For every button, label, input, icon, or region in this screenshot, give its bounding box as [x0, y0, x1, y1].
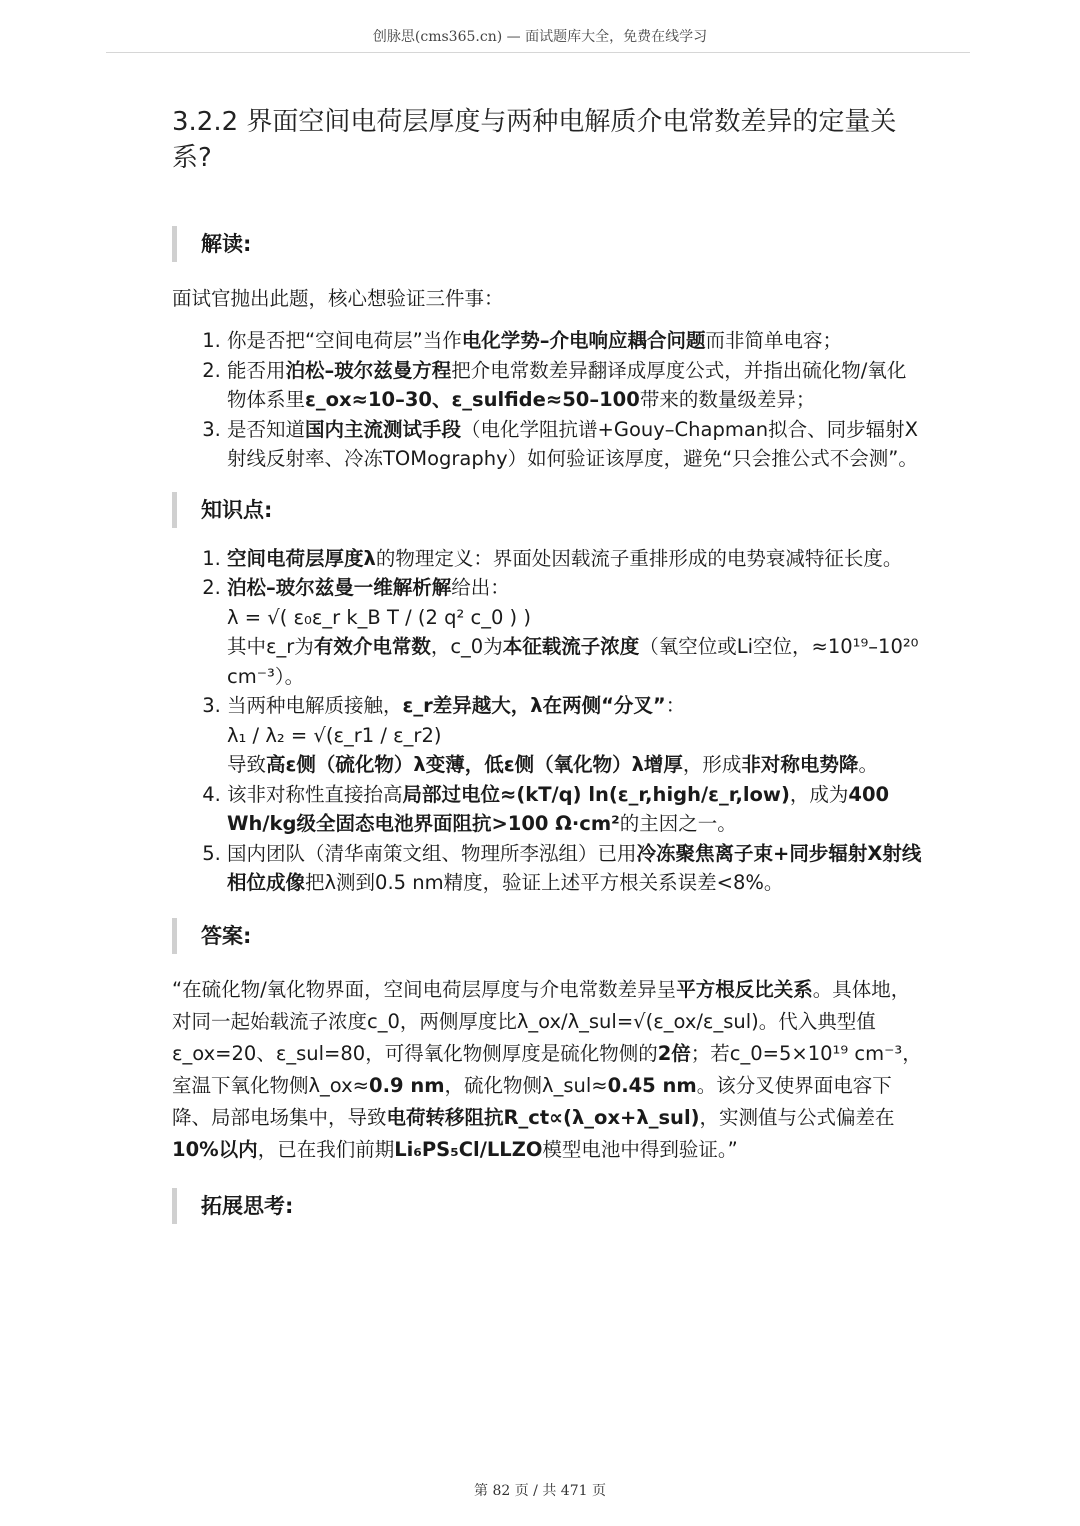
list-item: 5. 国内团队（清华南策文组、物理所李泓组）已用冷冻聚焦离子束+同步辐射X射线相位成像把λ测到0.5 nm精度，验证上述平方根关系误差<8%。	[227, 839, 922, 898]
bold-text: 平方根反比关系	[676, 977, 813, 1001]
bold-text: 电化学势–介电响应耦合问题	[461, 329, 706, 352]
list-item: 2. 泊松–玻尔兹曼一维解析解给出： λ = √( ε₀ε_r k_B T / (2 q² c_0 ) ) 其中ε_r为有效介电常数，c_0为本征载流子浓度（氧空位或Li空位，≈10¹⁹–10²⁰ cm⁻³）。	[227, 573, 922, 691]
zhishi-list	[172, 544, 922, 898]
section-heading-zhishi: 知识点:	[172, 492, 922, 528]
section-heading-jiedu: 解读:	[172, 226, 922, 262]
document-body	[172, 104, 922, 1224]
bold-text: 有效介电常数	[313, 635, 431, 658]
section-heading-tuozhan: 拓展思考:	[172, 1188, 922, 1224]
bold-text: 空间电荷层厚度λ	[227, 546, 376, 570]
list-item: 3. 当两种电解质接触，ε_r差异越大，λ在两侧“分叉”： λ₁ / λ₂ = √(ε_r1 / ε_r2) 导致高ε侧（硫化物）λ变薄，低ε侧（氧化物）λ增厚，形成非对称电势降。	[227, 691, 922, 780]
page-footer: 第 82 页 / 共 471 页	[474, 1483, 606, 1499]
bold-text: 局部过电位≈(kT/q) ln(ε_r,high/ε_r,low)	[402, 782, 790, 806]
section-heading-daan: 答案:	[172, 918, 922, 954]
page-header: 创脉思(cms365.cn) — 面试题库大全，免费在线学习	[372, 29, 708, 45]
bold-text: 0.9 nm	[369, 1073, 445, 1097]
header-divider	[106, 52, 970, 53]
bold-text: ε_ox≈10–30、ε_sulfide≈50–100	[305, 388, 640, 411]
bold-text: Li₆PS₅Cl/LLZO	[394, 1137, 543, 1161]
bold-text: 2倍	[657, 1041, 691, 1065]
question-title: 3.2.2 界面空间电荷层厚度与两种电解质介电常数差异的定量关系?	[172, 107, 897, 173]
list-item: 1. 你是否把“空间电荷层”当作电化学势–介电响应耦合问题而非简单电容；	[227, 326, 922, 356]
bold-text: 高ε侧（硫化物）λ变薄，低ε侧（氧化物）λ增厚	[266, 753, 683, 776]
list-item: 4. 该非对称性直接抬高局部过电位≈(kT/q) ln(ε_r,high/ε_r,low)，成为400 Wh/kg级全固态电池界面阻抗>100 Ω·cm²的主因之一。	[227, 780, 922, 839]
bold-text: 电荷转移阻抗R_ct∝(λ_ox+λ_sul)	[386, 1105, 700, 1129]
list-item: 3. 是否知道国内主流测试手段（电化学阻抗谱+Gouy–Chapman拟合、同步辐射X射线反射率、冷冻TOMography）如何验证该厚度，避免“只会推公式不会测”。	[227, 415, 922, 474]
bold-text: ε_r差异越大，λ在两侧“分叉”	[402, 694, 666, 717]
jiedu-intro: 面试官抛出此题，核心想验证三件事：	[172, 287, 504, 310]
bold-text: 本征载流子浓度	[502, 635, 640, 658]
list-item: 1. 空间电荷层厚度λ的物理定义：界面处因载流子重排形成的电势衰减特征长度。	[227, 544, 922, 574]
bold-text: 400 Wh/kg级全固态电池界面阻抗>100 Ω·cm²	[227, 782, 890, 835]
bold-text: 0.45 nm	[607, 1073, 697, 1097]
bold-text: 泊松–玻尔兹曼一维解析解	[227, 576, 452, 599]
list-item: 2. 能否用泊松–玻尔兹曼方程把介电常数差异翻译成厚度公式，并指出硫化物/氧化物体系里ε_ox≈10–30、ε_sulfide≈50–100带来的数量级差异；	[227, 356, 922, 415]
answer-body: “在硫化物/氧化物界面，空间电荷层厚度与介电常数差异呈平方根反比关系。具体地，对同一起始载流子浓度c_0，两侧厚度比λ_ox/λ_sul=√(ε_ox/ε_sul)。代入典型值ε_ox=20、ε_sul=80，可得氧化物侧厚度是硫化物侧的2倍；若c_0=5×10¹⁹ cm⁻³，室温下氧化物侧λ_ox≈0.9 nm，硫化物侧λ_sul≈0.45 nm。该分叉使界面电容下降、局部电场集中，导致电荷转移阻抗R_ct∝(λ_ox+λ_sul)，实测值与公式偏差在10%以内，已在我们前期Li₆PS₅Cl/LLZO模型电池中得到验证。”	[172, 977, 922, 1161]
bold-text: 国内主流测试手段	[305, 417, 462, 441]
bold-text: 泊松–玻尔兹曼方程	[285, 358, 452, 382]
bold-text: 冷冻聚焦离子束+同步辐射X射线相位成像	[227, 841, 922, 894]
bold-text: 10%以内	[172, 1137, 258, 1161]
jiedu-list	[172, 326, 922, 474]
bold-text: 非对称电势降	[741, 753, 859, 776]
